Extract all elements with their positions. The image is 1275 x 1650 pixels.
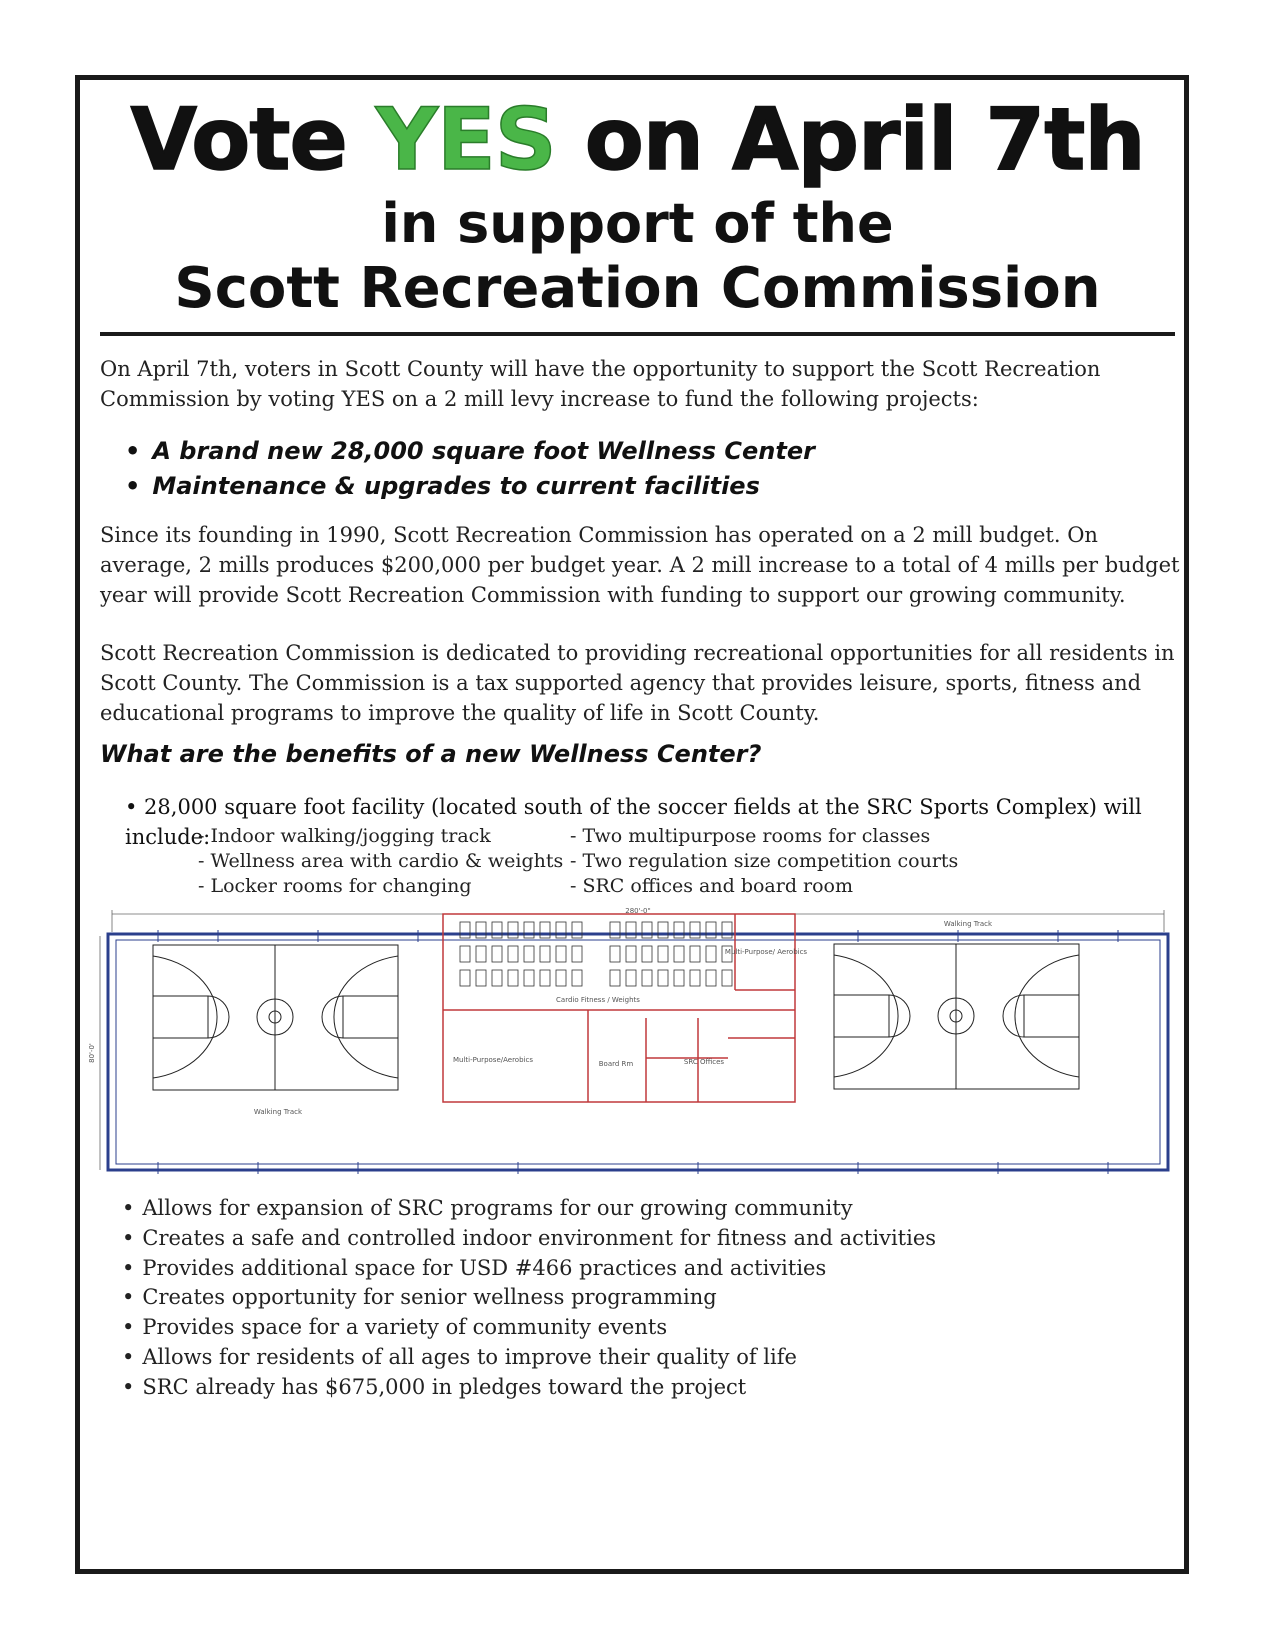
projects-list [125,434,1125,504]
benefit-item: • Provides additional space for USD #466 practices and activities [122,1254,936,1284]
benefit-item: • Allows for residents of all ages to improve their quality of life [122,1343,936,1373]
benefit-item: • Allows for expansion of SRC programs for our growing community [122,1194,936,1224]
equipment-unit [572,946,582,962]
equipment-unit [460,946,470,962]
label-walking-track-right: Walking Track [943,920,993,928]
equipment-unit [460,922,470,938]
equipment-unit [690,970,700,986]
benefit-item: • Creates a safe and controlled indoor environment for fitness and activities [122,1224,936,1254]
equipment-unit [674,922,684,938]
benefit-item: • Creates opportunity for senior wellness programming [122,1283,936,1313]
features-list-right [570,824,958,899]
benefits-heading: What are the benefits of a new Wellness Center? [100,740,762,768]
equipment-unit [572,970,582,986]
label-multipurpose-right: Multi-Purpose/ Aerobics [724,948,808,956]
equipment-unit [540,946,550,962]
equipment-unit [476,970,486,986]
label-offices: SRC Offices [683,1058,725,1066]
label-cardio: Cardio Fitness / Weights [556,996,640,1004]
equipment-unit [706,922,716,938]
subheadline-line2: Scott Recreation Commission [174,256,1101,321]
benefit-item: • Provides space for a variety of community events [122,1313,936,1343]
equipment-unit [524,946,534,962]
project-item: • Maintenance & upgrades to current facilities [125,469,1125,504]
equipment-unit [524,970,534,986]
equipment-unit [508,946,518,962]
label-board-room: Board Rm [598,1060,634,1068]
feature-item: - SRC offices and board room [570,874,958,899]
equipment-unit [706,946,716,962]
mission-paragraph: Scott Recreation Commission is dedicated to providing recreational opportunities for all residents in Scott County. The Commission is a tax supported agency that provides leisure, sports, fitness and educational programs to improve the quality of life in Scott County. [100,641,1175,725]
equipment-unit [610,970,620,986]
headline-date: on April 7th [555,90,1145,190]
equipment-unit [540,922,550,938]
equipment-unit [642,922,652,938]
label-multipurpose-left: Multi-Purpose/Aerobics [453,1056,533,1064]
feature-item: - Indoor walking/jogging track [198,824,563,849]
benefits-list [122,1194,936,1403]
equipment-unit [722,970,732,986]
benefit-item: • SRC already has $675,000 in pledges toward the project [122,1373,936,1403]
project-item: • A brand new 28,000 square foot Wellness Center [125,434,1125,469]
equipment-unit [508,970,518,986]
wall-ticks [158,930,1118,1174]
equipment-unit [492,970,502,986]
equipment-unit [508,922,518,938]
equipment-unit [476,922,486,938]
equipment-unit [690,946,700,962]
headline-yes: YES [375,90,556,190]
equipment-unit [674,946,684,962]
equipment-unit [572,922,582,938]
left-basketball-court [153,945,398,1090]
equipment-unit [556,922,566,938]
header-divider [100,332,1175,336]
label-walking-track-left: Walking Track [253,1108,303,1116]
equipment-unit [690,922,700,938]
feature-item: - Wellness area with cardio & weights [198,849,563,874]
equipment-unit [706,970,716,986]
equipment-unit [642,946,652,962]
equipment-unit [492,946,502,962]
equipment-unit [610,922,620,938]
features-list-left [198,824,563,899]
equipment-unit [556,946,566,962]
headline [0,88,1275,192]
feature-item: - Locker rooms for changing [198,874,563,899]
floor-plan-drawing [88,907,1178,1180]
equipment-unit [476,946,486,962]
budget-paragraph: Since its founding in 1990, Scott Recreation Commission has operated on a 2 mill budget. On average, 2 mills produces $200,000 per budget year. A 2 mill increase to a total of 4 mills per budget year will provide Scott Recreation Commission with funding to support our growing community. [100,523,1180,607]
equipment-unit [642,970,652,986]
equipment-unit [626,922,636,938]
equipment-unit [658,946,668,962]
equipment-unit [492,922,502,938]
equipment-unit [658,970,668,986]
fitness-equipment [460,922,732,986]
equipment-unit [540,970,550,986]
plan-height-dimension: 80'-0' [88,1043,96,1063]
right-basketball-court [834,944,1079,1089]
equipment-unit [674,970,684,986]
equipment-unit [626,970,636,986]
equipment-unit [658,922,668,938]
equipment-unit [460,970,470,986]
feature-item: - Two regulation size competition courts [570,849,958,874]
equipment-unit [722,922,732,938]
facility-description: • 28,000 square foot facility (located south of the soccer fields at the SRC Sports Complex) will include: [125,795,1142,849]
equipment-unit [626,946,636,962]
feature-item: - Two multipurpose rooms for classes [570,824,958,849]
central-rooms [443,914,795,1102]
subheadline-line1: in support of the [381,192,894,255]
equipment-unit [610,946,620,962]
equipment-unit [524,922,534,938]
headline-vote: Vote [130,90,376,190]
outer-walls [108,934,1168,1170]
intro-paragraph: On April 7th, voters in Scott County will have the opportunity to support the Scott Recreation Commission by voting YES on a 2 mill levy increase to fund the following projects: [100,357,1101,411]
equipment-unit [556,970,566,986]
plan-width-dimension: 280'-0" [625,907,651,915]
